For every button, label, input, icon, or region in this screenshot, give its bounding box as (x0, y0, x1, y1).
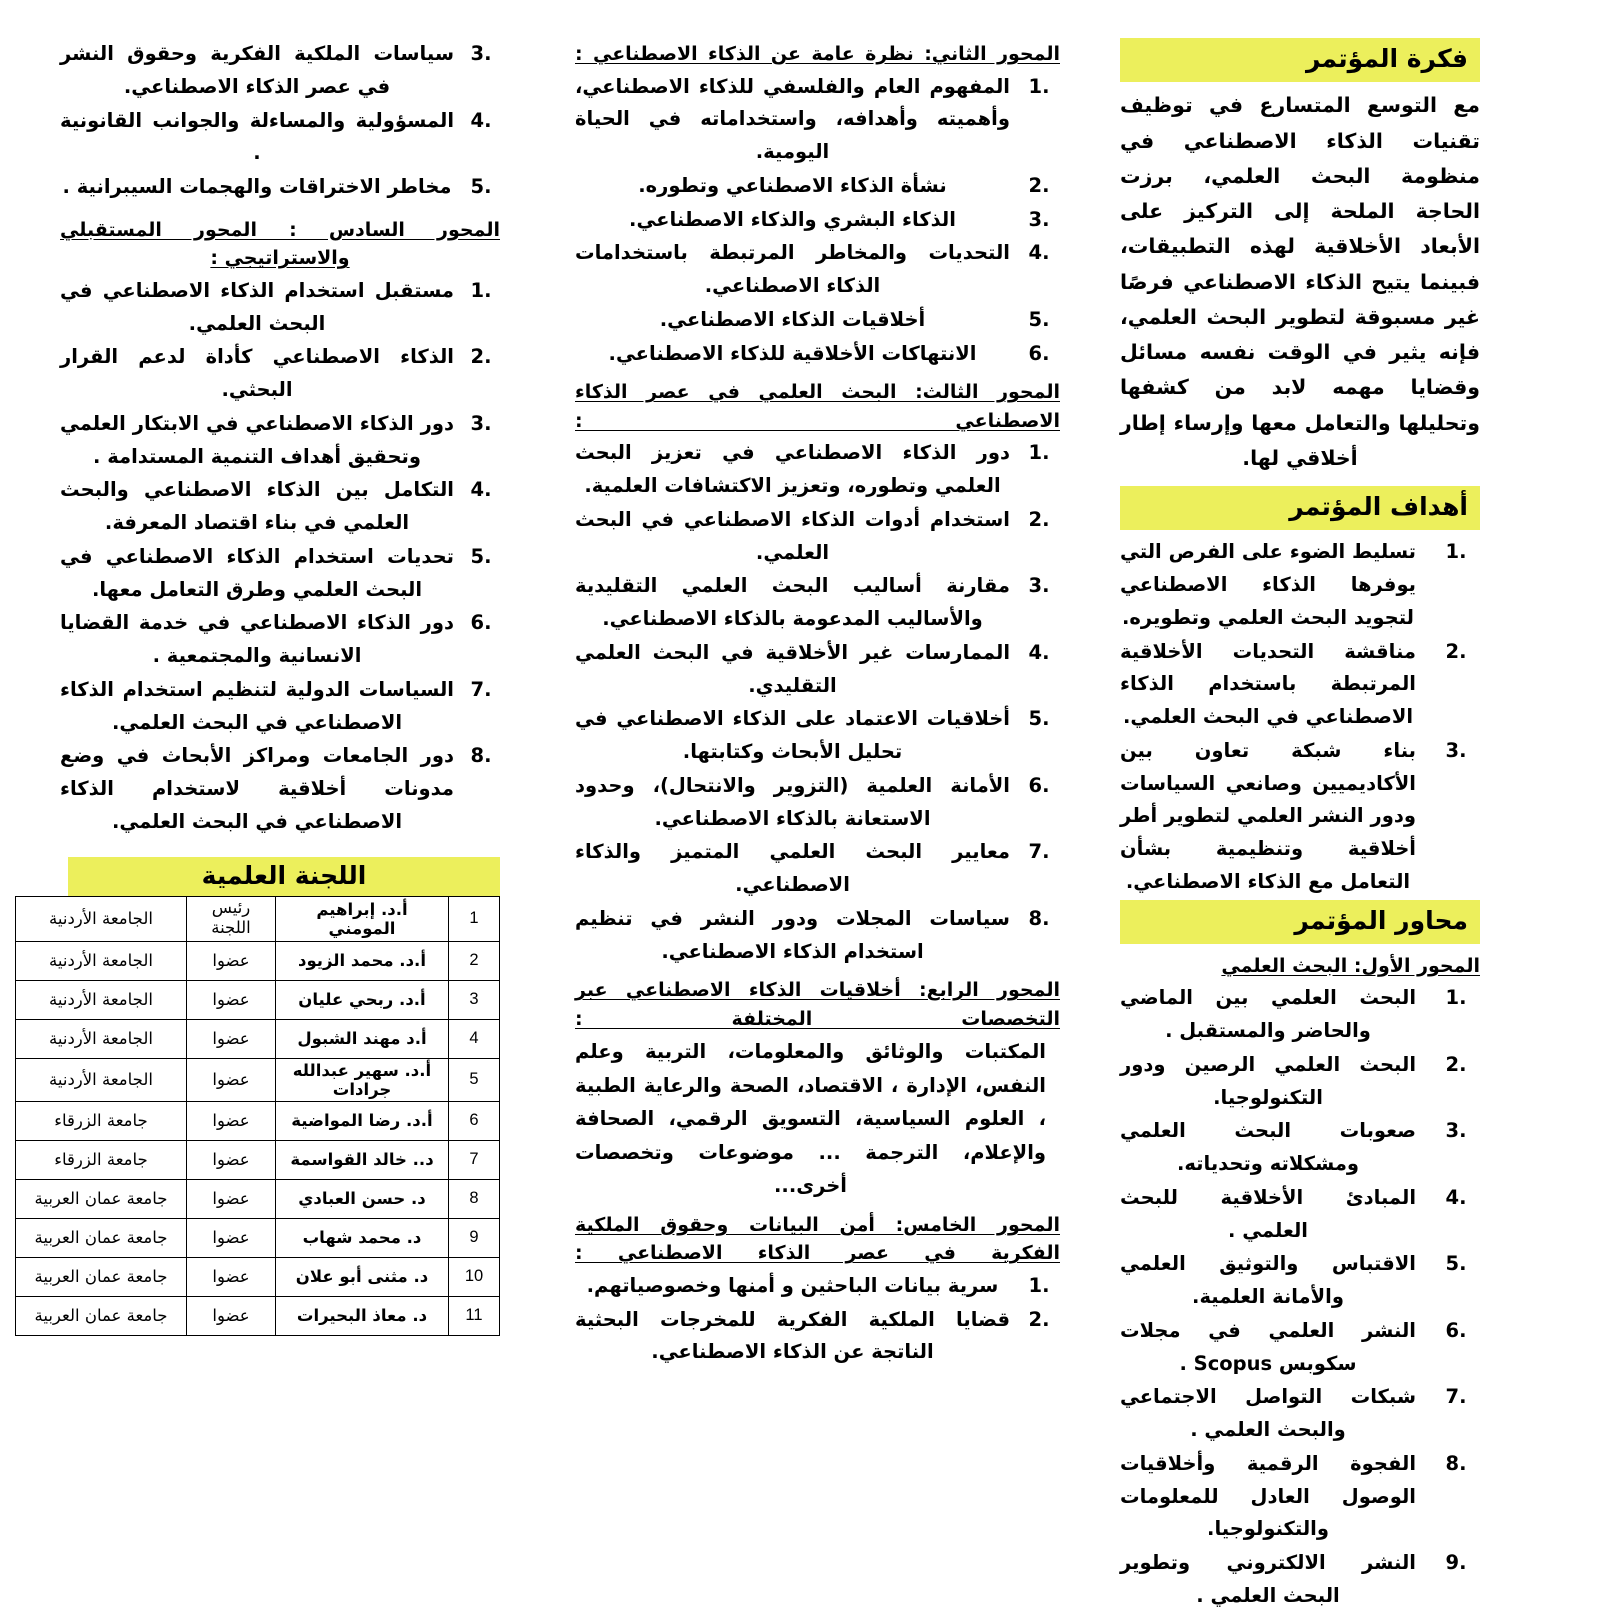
list-item: السياسات الدولية لتنظيم استخدام الذكاء الاصطناعي في البحث العلمي. (60, 677, 454, 734)
axis-2-list (575, 71, 1060, 371)
axis-5-heading: المحور الخامس: أمن البيانات وحقوق الملكية الفكرية في عصر الذكاء الاصطناعي : (575, 1213, 1060, 1265)
list-item: سياسات الملكية الفكرية وحقوق النشر في عصر الذكاء الاصطناعي. (60, 42, 454, 98)
committee-row-number: 6 (449, 1101, 500, 1140)
list-item: استخدام أدوات الذكاء الاصطناعي في البحث العلمي. (575, 507, 1010, 564)
axis-4-disciplines-text: المكتبات والوثائق والمعلومات، التربية وعلم النفس، الإدارة ، الاقتصاد، الصحة والرعاية الطبية ، العلوم السياسية، التسويق الرقمي، الصحافة والإعلام، الترجمة ... موضوعات وتخصصات أخرى... (575, 1040, 1046, 1198)
committee-member-role: عضوا (187, 1019, 276, 1058)
column-right (1080, 0, 1600, 1607)
committee-row-number: 10 (449, 1257, 500, 1296)
table-row (16, 1257, 500, 1296)
axis-2-heading: المحور الثاني: نظرة عامة عن الذكاء الاصطناعي : (575, 43, 1060, 65)
list-item: سرية بيانات الباحثين و أمنها وخصوصياتهم. (586, 1273, 999, 1297)
committee-member-university: جامعة عمان العربية (16, 1257, 187, 1296)
table-row (16, 896, 500, 941)
list-item: مخاطر الاختراقات والهجمات السيبرانية . (62, 175, 452, 198)
list-item: تحديات استخدام الذكاء الاصطناعي في البحث العلمي وطرق التعامل معها. (60, 544, 454, 601)
list-item: دور الذكاء الاصطناعي في خدمة القضايا الانسانية والمجتمعية . (60, 611, 454, 667)
list-item: التكامل بين الذكاء الاصطناعي والبحث العلمي في بناء اقتصاد المعرفة. (60, 478, 454, 534)
scientific-committee-section (34, 857, 500, 1336)
table-row (16, 1058, 500, 1101)
scientific-committee-banner: اللجنة العلمية (68, 857, 500, 896)
committee-row-number: 9 (449, 1218, 500, 1257)
list-item: مستقبل استخدام الذكاء الاصطناعي في البحث العلمي. (60, 278, 454, 335)
committee-member-role: عضوا (187, 1257, 276, 1296)
list-item: الذكاء الاصطناعي كأداة لدعم القرار البحثي. (60, 345, 454, 401)
column-middle (540, 0, 1080, 1364)
axis-1-heading: المحور الأول: البحث العلمي (1221, 954, 1480, 977)
list-item: البحث العلمي بين الماضي والحاضر والمستقبل . (1120, 986, 1416, 1042)
committee-member-role: عضوا (187, 1140, 276, 1179)
committee-member-name: د. معاذ البحيرات (276, 1296, 449, 1335)
committee-member-name: أ.د. سهير عبدالله جرادات (276, 1058, 449, 1101)
committee-member-university: الجامعة الأردنية (16, 980, 187, 1019)
committee-member-role: عضوا (187, 1218, 276, 1257)
axis-6-list (60, 275, 500, 839)
conference-objectives-banner: أهداف المؤتمر (1120, 486, 1480, 530)
committee-member-university: الجامعة الأردنية (16, 1058, 187, 1101)
list-item: مقارنة أساليب البحث العلمي التقليدية والأساليب المدعومة بالذكاء الاصطناعي. (575, 574, 1010, 630)
table-row (16, 1140, 500, 1179)
list-item: معايير البحث العلمي المتميز والذكاء الاصطناعي. (575, 840, 1010, 896)
committee-row-number: 1 (449, 896, 500, 941)
table-row (16, 1179, 500, 1218)
committee-member-name: أ.د. إبراهيم المومني (276, 896, 449, 941)
committee-member-university: جامعة عمان العربية (16, 1218, 187, 1257)
axis-6-heading: المحور السادس : المحور المستقبلي والاستراتيجي : (60, 218, 500, 270)
list-item: دور الجامعات ومراكز الأبحاث في وضع مدونات أخلاقية لاستخدام الذكاء الاصطناعي في البحث العلمي. (60, 744, 454, 833)
list-item: التحديات والمخاطر المرتبطة باستخدامات الذكاء الاصطناعي. (575, 241, 1010, 297)
conference-idea-paragraph: مع التوسع المتسارع في توظيف تقنيات الذكاء الاصطناعي في منظومة البحث العلمي، برزت الحاجة الملحة إلى التركيز على الأبعاد الأخلاقية لهذه التطبيقات، فبينما يتيح الذكاء الاصطناعي فرصًا غير مسبوقة لتطوير البحث العلمي، فإنه يثير في الوقت نفسه مسائل وقضايا مهمه لابد من كشفها وتحليلها والتعامل معها وإرساء إطار أخلاقي لها. (1120, 93, 1480, 470)
committee-member-university: جامعة عمان العربية (16, 1296, 187, 1335)
list-item: دور الذكاء الاصطناعي في الابتكار العلمي وتحقيق أهداف التنمية المستدامة . (60, 411, 454, 468)
list-item: نشأة الذكاء الاصطناعي وتطوره. (638, 173, 947, 197)
committee-member-university: الجامعة الأردنية (16, 941, 187, 980)
committee-row-number: 2 (449, 941, 500, 980)
list-item: المبادئ الأخلاقية للبحث العلمي . (1120, 1185, 1416, 1242)
committee-member-name: د. محمد شهاب (276, 1218, 449, 1257)
axis-1-list (1120, 982, 1480, 1612)
committee-member-university: جامعة الزرقاء (16, 1101, 187, 1140)
committee-member-role: عضوا (187, 1101, 276, 1140)
axis-4-heading: المحور الرابع: أخلاقيات الذكاء الاصطناعي عبر التخصصات المختلفة : (575, 979, 1060, 1030)
committee-member-name: أ.د. محمد الزيود (276, 941, 449, 980)
committee-row-number: 5 (449, 1058, 500, 1101)
column-left (0, 0, 540, 1326)
list-item: دور الذكاء الاصطناعي في تعزيز البحث العلمي وتطوره، وتعزيز الاكتشافات العلمية. (575, 441, 1010, 497)
scientific-committee-table (15, 896, 500, 1336)
table-row (16, 941, 500, 980)
committee-member-role: عضوا (187, 941, 276, 980)
list-item: الاقتباس والتوثيق العلمي والأمانة العلمية. (1120, 1252, 1416, 1308)
axis-3-list (575, 437, 1060, 968)
list-item: الممارسات غير الأخلاقية في البحث العلمي التقليدي. (575, 640, 1010, 697)
table-row (16, 1218, 500, 1257)
list-item: أخلاقيات الذكاء الاصطناعي. (659, 307, 926, 331)
committee-member-role: عضوا (187, 1296, 276, 1335)
axis-3-heading: المحور الثالث: البحث العلمي في عصر الذكاء الاصطناعي : (575, 381, 1060, 432)
committee-member-name: أ.د. ربحي عليان (276, 980, 449, 1019)
conference-objectives-list (1120, 536, 1480, 898)
committee-member-university: جامعة عمان العربية (16, 1179, 187, 1218)
scientific-committee-table-body (16, 896, 500, 1335)
committee-member-role: عضوا (187, 980, 276, 1019)
list-item: بناء شبكة تعاون بين الأكاديميين وصانعي السياسات ودور النشر العلمي لتطوير أطر أخلاقية وتنظيمية بشأن التعامل مع الذكاء الاصطناعي. (1120, 738, 1416, 893)
list-item: الذكاء البشري والذكاء الاصطناعي. (629, 207, 956, 231)
table-row (16, 1101, 500, 1140)
committee-member-name: أ.د. رضا المواضية (276, 1101, 449, 1140)
committee-member-name: أ.د مهند الشبول (276, 1019, 449, 1058)
committee-member-university: الجامعة الأردنية (16, 1019, 187, 1058)
conference-themes-banner: محاور المؤتمر (1120, 900, 1480, 944)
list-item: المفهوم العام والفلسفي للذكاء الاصطناعي، وأهميته وأهدافه، واستخداماته في الحياة اليومية. (575, 74, 1010, 163)
list-item: البحث العلمي الرصين ودور التكنولوجيا. (1120, 1052, 1416, 1109)
committee-member-role: عضوا (187, 1058, 276, 1101)
table-row (16, 1296, 500, 1335)
committee-member-university: جامعة الزرقاء (16, 1140, 187, 1179)
committee-row-number: 3 (449, 980, 500, 1019)
list-item: الانتهاكات الأخلاقية للذكاء الاصطناعي. (608, 341, 977, 365)
committee-member-name: د. مثنى أبو علان (276, 1257, 449, 1296)
committee-row-number: 4 (449, 1019, 500, 1058)
list-item: شبكات التواصل الاجتماعي والبحث العلمي . (1120, 1385, 1416, 1441)
list-item: تسليط الضوء على الفرص التي يوفرها الذكاء الاصطناعي لتجويد البحث العلمي وتطويره. (1120, 540, 1416, 629)
list-item: قضايا الملكية الفكرية للمخرجات البحثية الناتجة عن الذكاء الاصطناعي. (575, 1307, 1010, 1364)
axis-5-list (575, 1270, 1060, 1369)
list-item: سياسات المجلات ودور النشر في تنظيم استخدام الذكاء الاصطناعي. (575, 906, 1010, 963)
axis-5-list-continued (60, 38, 500, 204)
committee-row-number: 7 (449, 1140, 500, 1179)
committee-member-name: د. حسن العبادي (276, 1179, 449, 1218)
list-item: مناقشة التحديات الأخلاقية المرتبطة باستخدام الذكاء الاصطناعي في البحث العلمي. (1120, 639, 1416, 728)
conference-idea-banner: فكرة المؤتمر (1120, 38, 1480, 82)
list-item: النشر العلمي في مجلات سكوبس Scopus . (1120, 1318, 1416, 1375)
list-item: صعوبات البحث العلمي ومشكلاته وتحدياته. (1120, 1119, 1416, 1175)
list-item: المسؤولية والمساءلة والجوانب القانونية . (60, 108, 454, 165)
committee-member-role: رئيس اللجنة (187, 896, 276, 941)
list-item: الفجوة الرقمية وأخلاقيات الوصول العادل للمعلومات والتكنولوجيا. (1120, 1451, 1416, 1541)
committee-member-name: د.. خالد القواسمة (276, 1140, 449, 1179)
committee-row-number: 8 (449, 1179, 500, 1218)
committee-member-role: عضوا (187, 1179, 276, 1218)
list-item: النشر الالكتروني وتطوير البحث العلمي . (1120, 1551, 1416, 1607)
table-row (16, 1019, 500, 1058)
committee-member-university: الجامعة الأردنية (16, 896, 187, 941)
list-item: الأمانة العلمية (التزوير والانتحال)، وحدود الاستعانة بالذكاء الاصطناعي. (575, 773, 1010, 830)
table-row (16, 980, 500, 1019)
committee-row-number: 11 (449, 1296, 500, 1335)
list-item: أخلاقيات الاعتماد على الذكاء الاصطناعي في تحليل الأبحاث وكتابتها. (575, 707, 1010, 763)
